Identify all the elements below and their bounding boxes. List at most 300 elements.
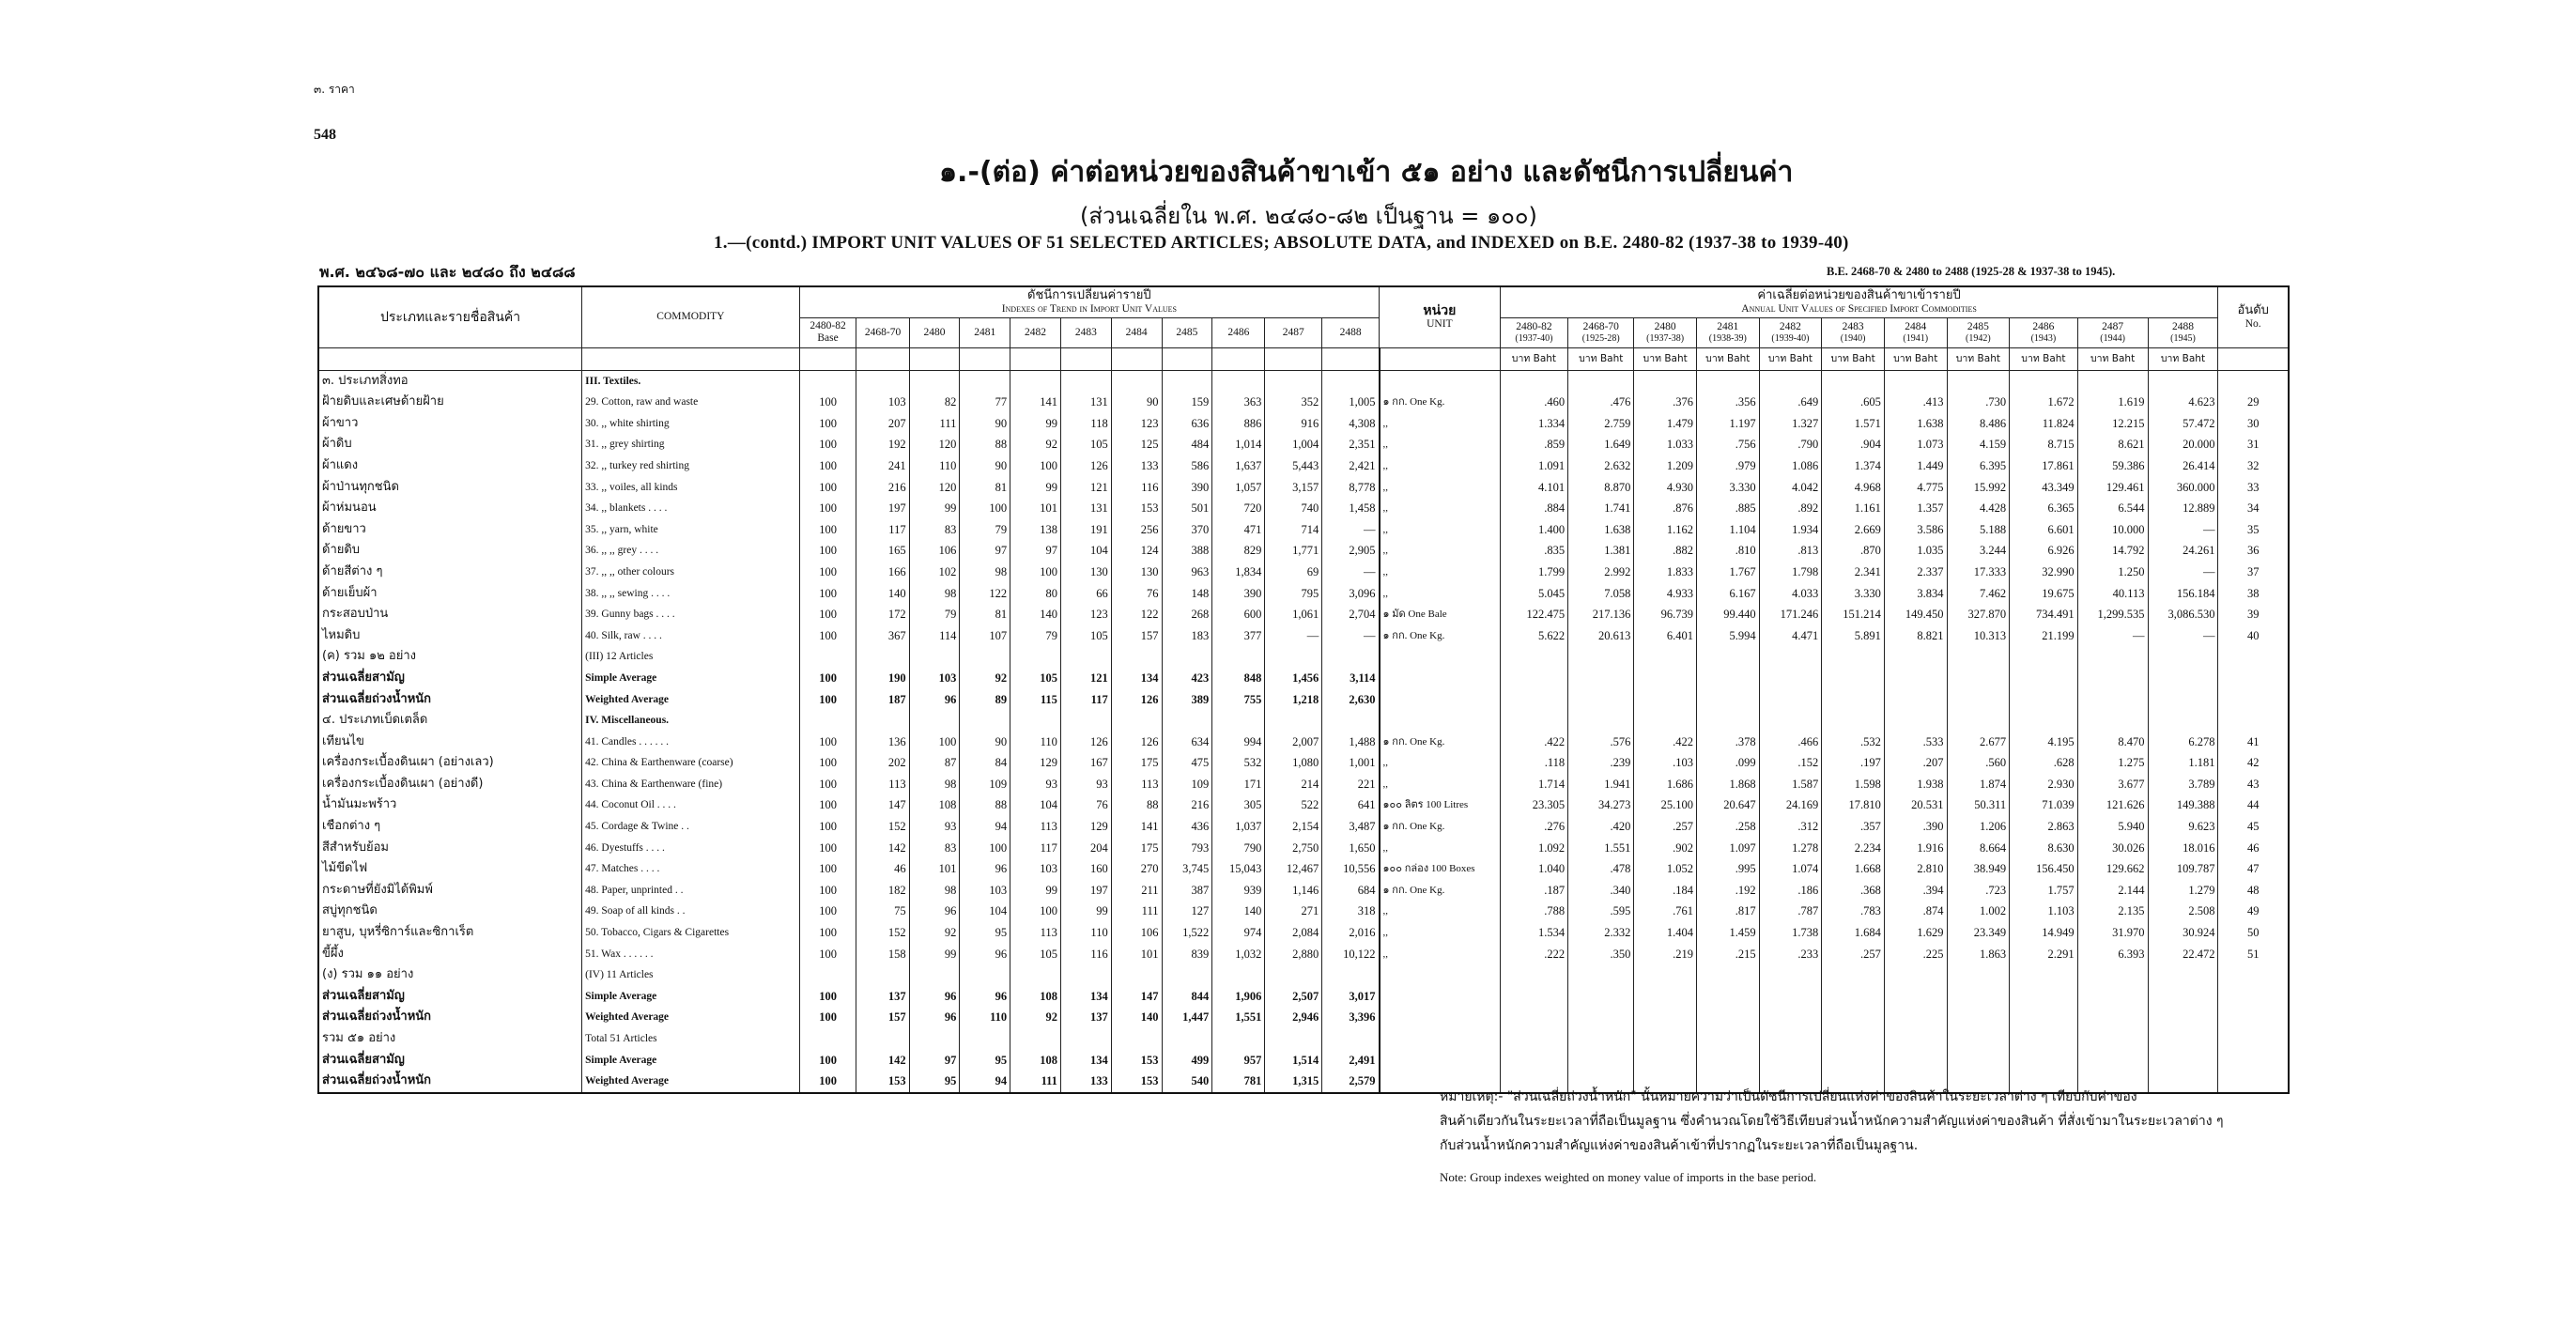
- row-unit: ,,: [1380, 944, 1501, 965]
- row-index-value: [909, 710, 960, 732]
- row-base-index: 100: [799, 625, 856, 647]
- header-value-year: [1759, 318, 1822, 347]
- row-unit-value: [1568, 710, 1634, 732]
- row-index-value: 123: [1060, 604, 1111, 625]
- row-number: 33: [2218, 477, 2289, 499]
- header-value-year-ce: (1937-38): [1646, 333, 1685, 345]
- row-index-value: [1060, 710, 1111, 732]
- row-number: 29: [2218, 392, 2289, 413]
- header-value-year-ce: (1941): [1903, 333, 1929, 345]
- row-unit-value: .628: [2010, 752, 2078, 774]
- row-index-value: 1,771: [1265, 540, 1322, 562]
- row-unit-value: 149.450: [1884, 604, 1947, 625]
- row-index-value: [1060, 1028, 1111, 1050]
- row-index-value: 98: [909, 880, 960, 902]
- row-commodity: (IV) 11 Articles: [582, 964, 800, 986]
- row-index-value: 501: [1162, 498, 1212, 519]
- header-value-year: [2010, 318, 2078, 347]
- table-row: [318, 838, 2289, 859]
- row-unit-value: 1.684: [1822, 922, 1885, 944]
- table-row: [318, 668, 2289, 689]
- right-period-english: B.E. 2468-70 & 2480 to 2488 (1925-28 & 1937-38 to 1945).: [1827, 265, 2116, 278]
- row-unit-value: [1822, 1050, 1885, 1071]
- header-value-year-be: 2468-70: [1582, 321, 1619, 333]
- row-index-value: 436: [1162, 816, 1212, 838]
- row-unit-value: .460: [1500, 392, 1568, 413]
- row-unit-value: [1500, 1050, 1568, 1071]
- row-index-value: 106: [909, 540, 960, 562]
- row-commodity: 34. ,, blankets . . . .: [582, 498, 800, 519]
- row-index-value: 94: [960, 1071, 1010, 1093]
- row-unit-value: [1696, 710, 1759, 732]
- row-unit-value: 6.544: [2077, 498, 2148, 519]
- row-unit-value: 129.662: [2077, 858, 2148, 880]
- row-commodity: 41. Candles . . . . . .: [582, 732, 800, 753]
- row-index-value: 755: [1212, 689, 1265, 711]
- row-index-value: 2,491: [1322, 1050, 1380, 1071]
- row-name-thai: ส่วนเฉลี่ยสามัญ: [318, 986, 582, 1008]
- row-index-value: [1212, 370, 1265, 392]
- row-index-value: [1060, 646, 1111, 668]
- row-name-thai: รวม ๕๑ อย่าง: [318, 1028, 582, 1050]
- row-unit-value: 18.016: [2148, 838, 2218, 859]
- row-unit: ๑ กก. One Kg.: [1380, 732, 1501, 753]
- row-index-value: 2,154: [1265, 816, 1322, 838]
- row-index-value: 136: [856, 732, 909, 753]
- row-index-value: 96: [909, 901, 960, 922]
- row-index-value: 740: [1265, 498, 1322, 519]
- row-unit: ,,: [1380, 838, 1501, 859]
- row-unit-value: 5.940: [2077, 816, 2148, 838]
- row-unit-value: 1.374: [1822, 455, 1885, 477]
- row-unit-value: 1.033: [1634, 434, 1697, 455]
- row-unit-value: 1.035: [1884, 540, 1947, 562]
- row-unit-value: [1822, 646, 1885, 668]
- row-unit-value: 1.941: [1568, 774, 1634, 795]
- row-commodity: 49. Soap of all kinds . .: [582, 901, 800, 922]
- row-index-value: 111: [1111, 901, 1162, 922]
- row-unit-value: 1.400: [1500, 519, 1568, 541]
- row-unit: ,,: [1380, 583, 1501, 605]
- row-unit-value: —: [2077, 625, 2148, 647]
- row-commodity: 32. ,, turkey red shirting: [582, 455, 800, 477]
- row-index-value: 3,745: [1162, 858, 1212, 880]
- row-index-value: 499: [1162, 1050, 1212, 1071]
- row-index-value: 1,522: [1162, 922, 1212, 944]
- row-unit-value: 1.741: [1568, 498, 1634, 519]
- row-index-value: 844: [1162, 986, 1212, 1008]
- row-index-value: 148: [1162, 583, 1212, 605]
- row-unit-value: 38.949: [1947, 858, 2010, 880]
- row-unit-value: [1947, 986, 2010, 1008]
- row-unit-value: [1884, 710, 1947, 732]
- table-row: [318, 646, 2289, 668]
- row-index-value: 123: [1111, 413, 1162, 435]
- row-index-value: [960, 1028, 1010, 1050]
- row-base-index: 100: [799, 583, 856, 605]
- header-value-year: [2077, 318, 2148, 347]
- row-unit-value: .390: [1884, 816, 1947, 838]
- row-unit-value: 1.449: [1884, 455, 1947, 477]
- row-index-value: [1010, 964, 1061, 986]
- row-unit-value: 3.244: [1947, 540, 2010, 562]
- row-unit-value: [1696, 986, 1759, 1008]
- row-base-index: 100: [799, 668, 856, 689]
- row-unit-value: .257: [1822, 944, 1885, 965]
- row-unit-value: .466: [1759, 732, 1822, 753]
- row-index-value: 1,447: [1162, 1007, 1212, 1028]
- row-unit-value: 2.810: [1884, 858, 1947, 880]
- table-row: [318, 774, 2289, 795]
- row-unit-value: 1.938: [1884, 774, 1947, 795]
- row-commodity: 35. ,, yarn, white: [582, 519, 800, 541]
- row-index-value: 2,579: [1322, 1071, 1380, 1093]
- row-base-index: [799, 646, 856, 668]
- row-index-value: 4,308: [1322, 413, 1380, 435]
- row-unit-value: 1.672: [2010, 392, 2078, 413]
- row-index-value: 3,487: [1322, 816, 1380, 838]
- row-index-value: 102: [909, 562, 960, 583]
- row-unit-value: 5.891: [1822, 625, 1885, 647]
- row-index-value: [909, 964, 960, 986]
- row-index-value: 1,080: [1265, 752, 1322, 774]
- row-unit-value: .595: [1568, 901, 1634, 922]
- header-no-thai: อันดับ: [2237, 302, 2269, 317]
- row-name-thai: ส่วนเฉลี่ยสามัญ: [318, 668, 582, 689]
- row-unit-value: 1.209: [1634, 455, 1697, 477]
- table-row: [318, 540, 2289, 562]
- row-unit-value: 5.188: [1947, 519, 2010, 541]
- table-row: [318, 455, 2289, 477]
- row-index-value: 2,946: [1265, 1007, 1322, 1028]
- row-index-value: 113: [856, 774, 909, 795]
- row-unit-value: 1.161: [1822, 498, 1885, 519]
- row-name-thai: น้ำมันมะพร้าว: [318, 794, 582, 816]
- row-index-value: 129: [1060, 816, 1111, 838]
- row-unit-value: [1822, 1028, 1885, 1050]
- row-index-value: [1111, 964, 1162, 986]
- row-unit: ,,: [1380, 774, 1501, 795]
- row-index-value: [1212, 1028, 1265, 1050]
- row-index-value: 532: [1212, 752, 1265, 774]
- row-index-value: 142: [856, 838, 909, 859]
- row-unit-value: .422: [1500, 732, 1568, 753]
- row-unit: [1380, 646, 1501, 668]
- row-unit-value: 17.333: [1947, 562, 2010, 583]
- row-index-value: 95: [960, 1050, 1010, 1071]
- row-index-value: 175: [1111, 838, 1162, 859]
- row-index-value: 197: [856, 498, 909, 519]
- row-index-value: 153: [1111, 1071, 1162, 1093]
- row-index-value: 100: [960, 838, 1010, 859]
- row-unit-value: 34.273: [1568, 794, 1634, 816]
- row-index-value: 99: [909, 944, 960, 965]
- row-unit-value: 2.144: [2077, 880, 2148, 902]
- note-english: Note: Group indexes weighted on money value of imports in the base period.: [1440, 1170, 1817, 1184]
- row-unit-value: .835: [1500, 540, 1568, 562]
- row-index-value: 636: [1162, 413, 1212, 435]
- row-index-value: [909, 1028, 960, 1050]
- row-commodity: IV. Miscellaneous.: [582, 710, 800, 732]
- row-index-value: 5,443: [1265, 455, 1322, 477]
- currency-spacer: [1265, 347, 1322, 370]
- header-value-year-be: 2483: [1842, 321, 1864, 333]
- row-unit: [1380, 668, 1501, 689]
- row-unit-value: 2.863: [2010, 816, 2078, 838]
- row-commodity: 43. China & Earthenware (fine): [582, 774, 800, 795]
- note-thai-line1: หมายเหตุ:- "ส่วนเฉลี่ยถ่วงน้ำหนัก" นั้นหมายความว่าเป็นดัชนีการเปลี่ยนแห่งค่าของสินค้าในระยะเวลาต่าง ๆ เทียบกับค่าของ: [1440, 1089, 2137, 1104]
- row-unit-value: 327.870: [1947, 604, 2010, 625]
- row-unit-value: 1.278: [1759, 838, 1822, 859]
- row-unit-value: [1634, 1028, 1697, 1050]
- row-number: 50: [2218, 922, 2289, 944]
- row-index-value: 241: [856, 455, 909, 477]
- table-row: [318, 901, 2289, 922]
- row-unit-value: [2148, 668, 2218, 689]
- row-index-value: 84: [960, 752, 1010, 774]
- header-value-year-be: 2481: [1717, 321, 1739, 333]
- row-unit-value: 1.738: [1759, 922, 1822, 944]
- row-unit-value: .810: [1696, 540, 1759, 562]
- header-value-year-be: 2487: [2102, 321, 2124, 333]
- row-unit-value: [1500, 370, 1568, 392]
- row-index-value: [1212, 646, 1265, 668]
- row-index-value: 171: [1212, 774, 1265, 795]
- row-unit-value: 734.491: [2010, 604, 2078, 625]
- header-base: [799, 318, 856, 347]
- row-index-value: 1,315: [1265, 1071, 1322, 1093]
- header-value-year-ce: (1938-39): [1708, 333, 1747, 345]
- row-unit-value: 8.870: [1568, 477, 1634, 499]
- row-unit-value: [1884, 1050, 1947, 1071]
- row-index-value: 3,114: [1322, 668, 1380, 689]
- row-base-index: 100: [799, 498, 856, 519]
- row-index-value: 1,906: [1212, 986, 1265, 1008]
- row-unit-value: [1500, 986, 1568, 1008]
- row-unit-value: .258: [1696, 816, 1759, 838]
- currency-spacer: [856, 347, 909, 370]
- row-index-value: 270: [1111, 858, 1162, 880]
- row-index-value: 134: [1111, 668, 1162, 689]
- row-unit-value: 1.863: [1947, 944, 2010, 965]
- row-base-index: 100: [799, 838, 856, 859]
- row-unit-value: [2077, 1007, 2148, 1028]
- currency-spacer: [2218, 347, 2289, 370]
- row-unit-value: [1568, 646, 1634, 668]
- row-unit-value: 2.669: [1822, 519, 1885, 541]
- table-row: [318, 964, 2289, 986]
- row-commodity: 42. China & Earthenware (coarse): [582, 752, 800, 774]
- row-unit-value: [1696, 689, 1759, 711]
- row-unit-value: 50.311: [1947, 794, 2010, 816]
- row-index-value: 110: [1010, 732, 1061, 753]
- row-index-value: 99: [1060, 901, 1111, 922]
- row-index-value: 158: [856, 944, 909, 965]
- row-index-value: [1111, 370, 1162, 392]
- row-unit-value: [1947, 1007, 2010, 1028]
- row-unit-value: [1947, 964, 2010, 986]
- row-index-value: 98: [909, 583, 960, 605]
- row-unit-value: 156.184: [2148, 583, 2218, 605]
- row-unit: ,,: [1380, 498, 1501, 519]
- row-unit: ,,: [1380, 562, 1501, 583]
- row-unit-value: 1.086: [1759, 455, 1822, 477]
- row-unit-value: .368: [1822, 880, 1885, 902]
- row-name-thai: เครื่องกระเบื้องดินเผา (อย่างเลว): [318, 752, 582, 774]
- row-base-index: 100: [799, 816, 856, 838]
- row-unit-value: 1.327: [1759, 413, 1822, 435]
- row-index-value: 111: [909, 413, 960, 435]
- row-index-value: 104: [1010, 794, 1061, 816]
- row-commodity: III. Textiles.: [582, 370, 800, 392]
- row-name-thai: ไหมดิบ: [318, 625, 582, 647]
- row-unit-value: 4.428: [1947, 498, 2010, 519]
- row-unit-value: 7.462: [1947, 583, 2010, 605]
- row-index-value: 790: [1212, 838, 1265, 859]
- row-index-value: 114: [909, 625, 960, 647]
- row-unit-value: [1822, 710, 1885, 732]
- row-index-value: 96: [909, 1007, 960, 1028]
- row-index-value: [1162, 964, 1212, 986]
- row-unit-value: 10.000: [2077, 519, 2148, 541]
- row-unit-value: .413: [1884, 392, 1947, 413]
- row-unit-value: [1500, 710, 1568, 732]
- row-unit-value: .356: [1696, 392, 1759, 413]
- row-unit-value: 2.337: [1884, 562, 1947, 583]
- header-value-year: [1634, 318, 1697, 347]
- row-unit-value: [1696, 370, 1759, 392]
- row-commodity: 38. ,, ,, sewing . . . .: [582, 583, 800, 605]
- row-unit-value: .533: [1884, 732, 1947, 753]
- row-unit-value: —: [2148, 562, 2218, 583]
- header-index-en: Indexes of Trend in Import Unit Values: [1001, 302, 1178, 315]
- table-row: [318, 477, 2289, 499]
- header-value-thai: ค่าเฉลี่ยต่อหน่วยของสินค้าขาเข้ารายปี: [1757, 288, 1961, 302]
- row-unit-value: 1.197: [1696, 413, 1759, 435]
- row-unit-value: [1759, 370, 1822, 392]
- row-index-value: 99: [909, 498, 960, 519]
- row-unit-value: [1568, 668, 1634, 689]
- row-index-value: 3,396: [1322, 1007, 1380, 1028]
- row-index-value: 110: [1060, 922, 1111, 944]
- row-index-value: [1060, 964, 1111, 986]
- row-index-value: 69: [1265, 562, 1322, 583]
- row-index-value: 87: [909, 752, 960, 774]
- row-unit-value: 6.926: [2010, 540, 2078, 562]
- row-index-value: [1111, 1028, 1162, 1050]
- row-unit: ๑ มัด One Bale: [1380, 604, 1501, 625]
- row-index-value: [1322, 710, 1380, 732]
- row-base-index: 100: [799, 604, 856, 625]
- row-unit-value: 99.440: [1696, 604, 1759, 625]
- row-unit-value: [1822, 1007, 1885, 1028]
- row-unit-value: [1696, 964, 1759, 986]
- row-name-thai: ๓. ประเภทสิ่งทอ: [318, 370, 582, 392]
- row-index-value: 153: [1111, 1050, 1162, 1071]
- row-unit-value: .870: [1822, 540, 1885, 562]
- row-index-value: 957: [1212, 1050, 1265, 1071]
- row-name-thai: ส่วนเฉลี่ยถ่วงน้ำหนัก: [318, 1007, 582, 1028]
- row-index-value: [1162, 370, 1212, 392]
- currency-spacer: [1162, 347, 1212, 370]
- row-unit-value: [1884, 1007, 1947, 1028]
- row-name-thai: ส่วนเฉลี่ยถ่วงน้ำหนัก: [318, 689, 582, 711]
- row-unit-value: [1568, 689, 1634, 711]
- row-unit-value: 15.992: [1947, 477, 2010, 499]
- row-index-value: 2,421: [1322, 455, 1380, 477]
- currency-label: บาท Baht: [1822, 347, 1885, 370]
- row-index-value: 113: [1010, 816, 1061, 838]
- currency-spacer: [960, 347, 1010, 370]
- row-name-thai: ยาสูบ, บุหรี่ซิการ์และซิกาเร็ต: [318, 922, 582, 944]
- row-index-value: 793: [1162, 838, 1212, 859]
- row-unit-value: 1.757: [2010, 880, 2078, 902]
- row-base-index: 100: [799, 774, 856, 795]
- header-value-year-be: 2485: [1967, 321, 1989, 333]
- row-index-value: 137: [856, 986, 909, 1008]
- row-unit-value: .560: [1947, 752, 2010, 774]
- row-unit-value: 30.924: [2148, 922, 2218, 944]
- table-row: [318, 604, 2289, 625]
- row-unit-value: 10.313: [1947, 625, 2010, 647]
- currency-spacer: [799, 347, 856, 370]
- row-unit: ,,: [1380, 901, 1501, 922]
- row-unit-value: 25.100: [1634, 794, 1697, 816]
- table-row: [318, 583, 2289, 605]
- row-index-value: 90: [960, 413, 1010, 435]
- row-unit-value: 2.677: [1947, 732, 2010, 753]
- row-unit-value: .787: [1759, 901, 1822, 922]
- table-row: [318, 392, 2289, 413]
- row-name-thai: ด้ายสีต่าง ๆ: [318, 562, 582, 583]
- table-row: [318, 710, 2289, 732]
- row-unit-value: 4.101: [1500, 477, 1568, 499]
- row-unit-value: [1759, 1028, 1822, 1050]
- row-unit-value: [1947, 668, 2010, 689]
- row-index-value: 1,032: [1212, 944, 1265, 965]
- row-index-value: 130: [1060, 562, 1111, 583]
- row-index-value: 484: [1162, 434, 1212, 455]
- row-index-value: 167: [1060, 752, 1111, 774]
- row-index-value: 105: [1060, 625, 1111, 647]
- row-unit-value: 1.097: [1696, 838, 1759, 859]
- row-unit-value: [1634, 370, 1697, 392]
- header-unit-thai: หน่วย: [1423, 303, 1457, 319]
- row-unit-value: [1759, 668, 1822, 689]
- row-index-value: 2,351: [1322, 434, 1380, 455]
- row-unit-value: 171.246: [1759, 604, 1822, 625]
- header-value-year-ce: (1937-40): [1515, 333, 1553, 345]
- row-commodity: 39. Gunny bags . . . .: [582, 604, 800, 625]
- row-unit-value: 4.471: [1759, 625, 1822, 647]
- row-unit-value: .882: [1634, 540, 1697, 562]
- row-index-value: 109: [960, 774, 1010, 795]
- row-unit-value: .532: [1822, 732, 1885, 753]
- row-index-value: 110: [909, 455, 960, 477]
- header-index-year: 2481: [960, 318, 1010, 347]
- row-index-value: 99: [1010, 413, 1061, 435]
- row-index-value: 8,778: [1322, 477, 1380, 499]
- row-name-thai: ด้ายดิบ: [318, 540, 582, 562]
- row-index-value: [1060, 370, 1111, 392]
- row-unit-value: 17.861: [2010, 455, 2078, 477]
- row-unit-value: [1500, 1007, 1568, 1028]
- header-value-year: [1822, 318, 1885, 347]
- row-unit-value: 1.357: [1884, 498, 1947, 519]
- row-index-value: 118: [1060, 413, 1111, 435]
- row-index-value: 720: [1212, 498, 1265, 519]
- table-row: [318, 434, 2289, 455]
